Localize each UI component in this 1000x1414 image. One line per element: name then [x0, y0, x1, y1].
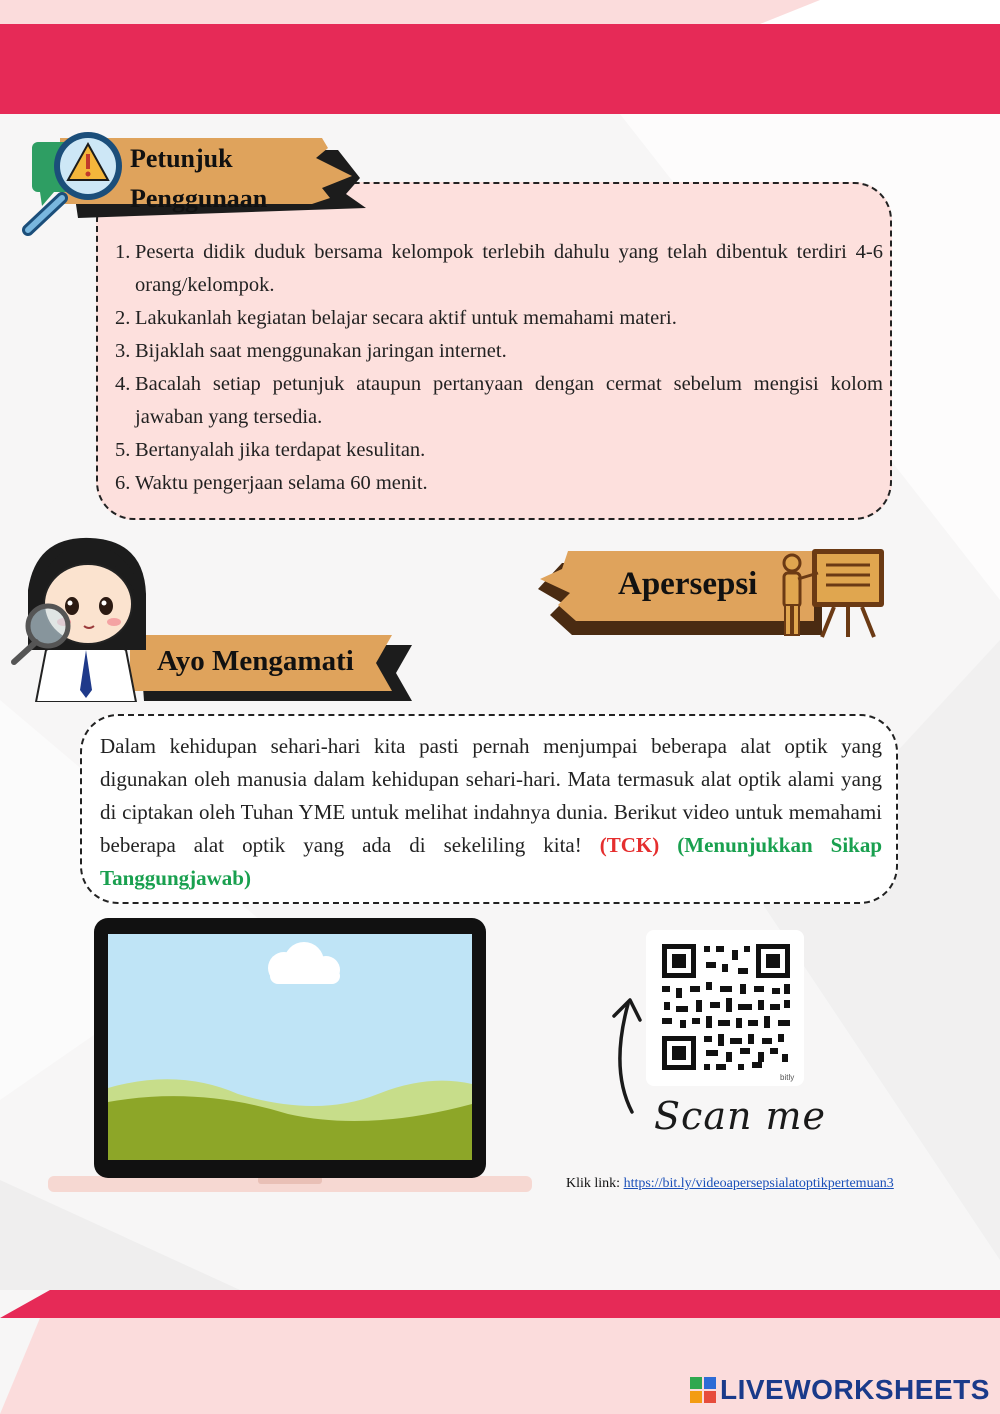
qr-brand: bitly — [780, 1073, 795, 1082]
qr-code[interactable] — [646, 930, 804, 1086]
step-item: 1. Peserta didik duduk bersama kelompok terlebih dahulu yang telah dibentuk terdiri 4-6 orang/kelompok. — [115, 241, 883, 296]
video-laptop-placeholder[interactable] — [48, 918, 532, 1196]
ayo-mengamati-paragraph: Dalam kehidupan sehari-hari kita pasti pernah menjumpai beberapa alat optik yang digunakan oleh manusia dalam kehidupan sehari-hari. Mata termasuk alat optik alami yang di ciptakan oleh Tuhan YME untuk melihat indahnya dunia. Berikut video untuk memahami beberapa alat optik yang ada di sekeliling kita! (TCK) (Menunjukkan Sikap Tanggungjawab) — [100, 734, 883, 890]
curved-arrow-icon — [606, 990, 650, 1116]
step-item: 6. Waktu pengerjaan selama 60 menit. — [115, 472, 428, 494]
sikap-tag: (Menunjukkan Sikap Tanggungjawab) — [100, 833, 883, 890]
apersepsi-title: Apersepsi — [618, 566, 758, 602]
step-item: 2. Lakukanlah kegiatan belajar secara aktif untuk memahami materi. — [115, 307, 677, 329]
step-item: 4. Bacalah setiap petunjuk ataupun pertanyaan dengan cermat sebelum mengisi kolom jawaban yang tersedia. — [115, 373, 883, 428]
scan-me-label: Scan me — [654, 1094, 827, 1138]
liveworksheets-logo-icon — [690, 1377, 716, 1403]
video-link[interactable]: https://bit.ly/videoapersepsialatoptikpertemuan3 — [623, 1176, 894, 1191]
liveworksheets-logo — [690, 1374, 990, 1406]
step-item: 5. Bertanyalah jika terdapat kesulitan. — [115, 439, 426, 461]
teacher-presentation-icon — [774, 545, 890, 641]
video-link-line: Klik link: https://bit.ly/videoapersepsialatoptikpertemuan3 — [566, 1176, 894, 1191]
petunjuk-title: Petunjuk Penggunaan — [130, 144, 268, 213]
ayo-mengamati-title: Ayo Mengamati — [157, 645, 354, 677]
student-girl-illustration — [6, 530, 166, 702]
liveworksheets-wordmark: LIVEWORKSHEETS — [720, 1374, 990, 1405]
bottom-red-band — [0, 1290, 1000, 1318]
petunjuk-steps-list — [115, 236, 883, 500]
step-item: 3. Bijaklah saat menggunakan jaringan internet. — [115, 340, 507, 362]
warning-magnifier-icon — [20, 126, 135, 238]
tck-tag: (TCK) — [599, 833, 660, 857]
